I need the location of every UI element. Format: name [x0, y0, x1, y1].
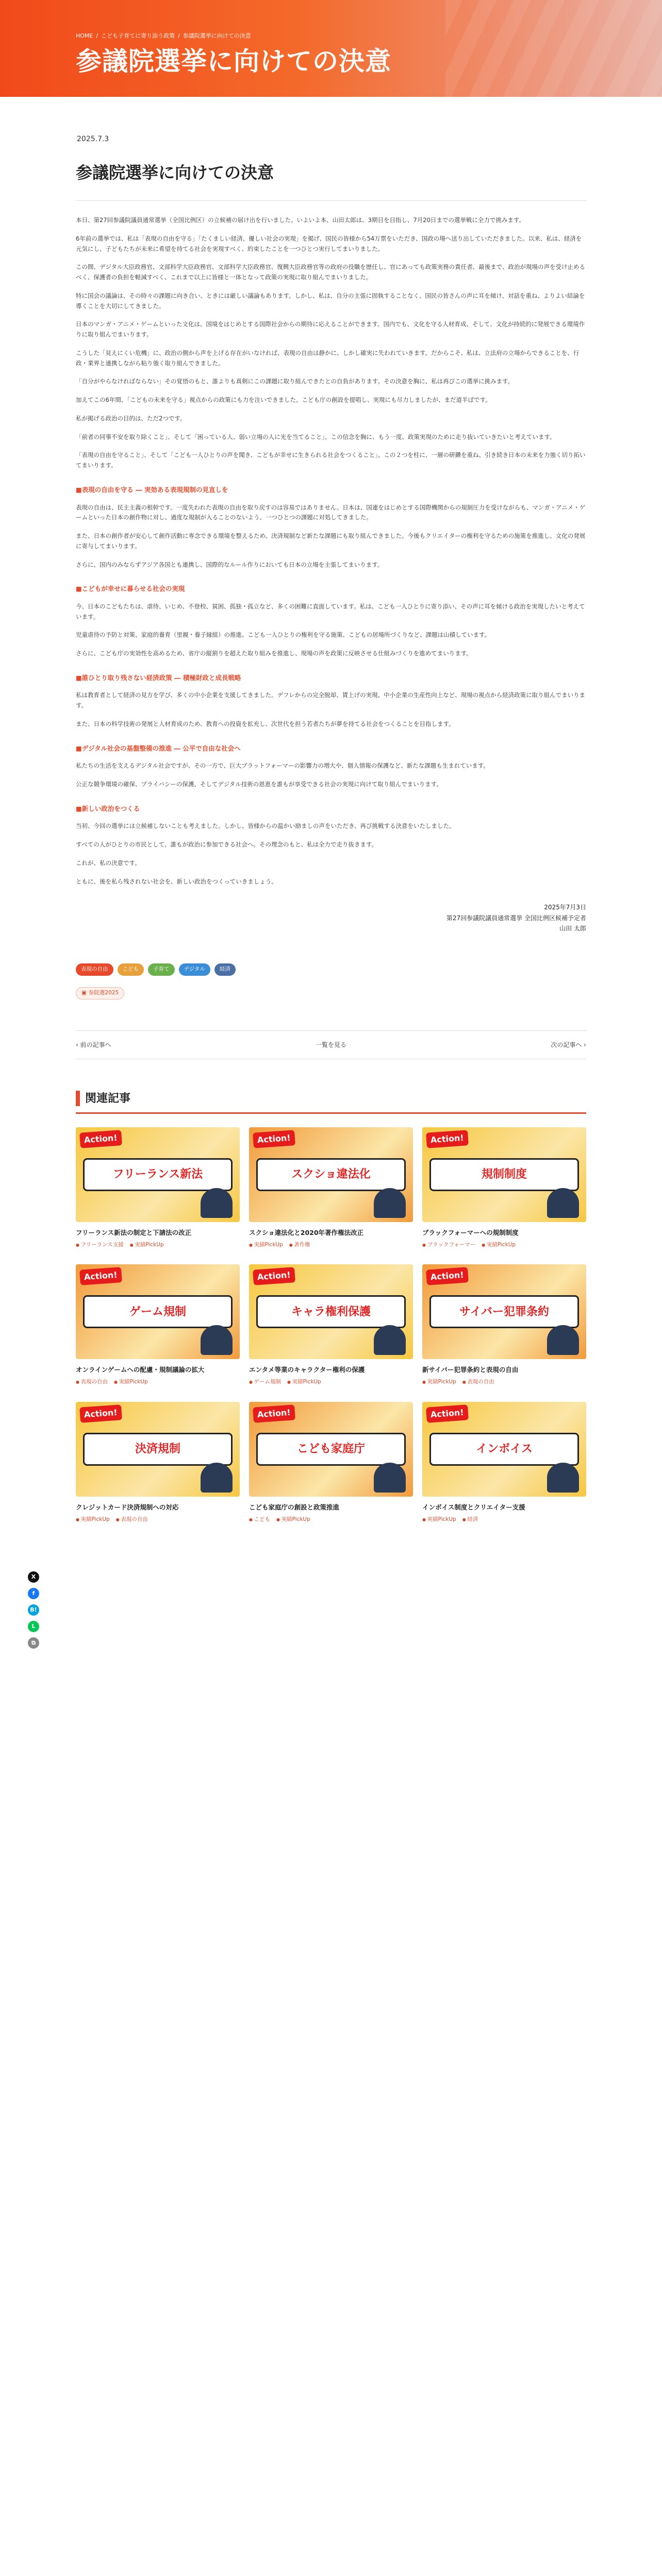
card-categories [76, 1516, 240, 1524]
thumbnail-headline: フリーランス新法 [83, 1158, 233, 1191]
card-thumbnail[interactable] [422, 1264, 586, 1359]
signature-name: 山田 太郎 [559, 925, 586, 933]
card-title[interactable]: オンラインゲームへの配慮・規制議論の拡大 [76, 1366, 205, 1374]
article-paragraph: こうした「見えにくい危機」に、政治の側から声を上げる存在がいなければ、表現の自由は静かに、しかし確実に失われていきます。だからこそ、私は、立法府の立場からできることを、行政・業界と連携しながら粘り強く取り組んできました。 [76, 349, 580, 367]
card-thumbnail[interactable] [76, 1402, 240, 1497]
card-category[interactable]: ● 実績PickUp [276, 1516, 310, 1524]
main-content [76, 97, 586, 1544]
breadcrumb-separator: / [96, 32, 98, 39]
card-category[interactable]: ● 実績PickUp [482, 1241, 516, 1249]
related-card[interactable] [249, 1402, 413, 1524]
thumbnail-headline: ゲーム規制 [83, 1295, 233, 1328]
article-paragraph: 「表現の自由を守ること」、そして「こども一人ひとりの声を聞き、こどもが幸せに生きられる社会をつくること」。この２つを柱に、一層の研鑽を重ね、引き続き日本の未来を力強く切り拓いてまいります。 [76, 451, 586, 469]
page-header [0, 0, 662, 97]
share-icon[interactable]: f [28, 1588, 39, 1599]
card-category[interactable]: ● 表現の自由 [462, 1378, 494, 1386]
related-card[interactable] [249, 1127, 413, 1249]
share-icon[interactable]: ⧉ [28, 1637, 39, 1649]
header-title: 参議院選挙に向けての決意 [76, 46, 391, 76]
article-paragraph: 「前者の同事不安を取り除くこと」、そして「困っている人、弱い立場の人に光を当てること」。この信念を胸に、もう一度、政策実現のために走り抜いていきたいと考えています。 [76, 433, 556, 440]
card-title[interactable]: こども家庭庁の創設と政策推進 [249, 1503, 340, 1511]
signature-date: 2025年7月3日 [544, 904, 586, 911]
portrait-image [374, 1463, 406, 1493]
article-paragraph: さらに、こども庁の実効性を高めるため、省庁の縦割りを超えた取り組みを推進し、現場の声を政策に反映させる仕組みづくりを進めてまいります。 [76, 650, 472, 657]
card-category[interactable]: ● 著作権 [289, 1241, 310, 1249]
signature [76, 902, 586, 934]
card-category[interactable]: ● こども [249, 1516, 270, 1524]
card-title[interactable]: フリーランス新法の制定と下請法の改正 [76, 1228, 192, 1236]
action-badge: Action! [79, 1130, 122, 1148]
article-paragraph: 「自分がやらなければならない」その覚悟のもと、誰よりも真剣にこの課題に取り組んできたとの自負があります。その決意を胸に、私は再びこの選挙に挑みます。 [76, 378, 514, 385]
card-thumbnail[interactable] [249, 1264, 413, 1359]
article-paragraph: すべての人がひとりの市民として、誰もが政治に参加できる社会へ。その理念のもと、私は全力で走り抜きます。 [76, 841, 378, 848]
portrait-image [201, 1188, 233, 1218]
card-category[interactable]: ● 実績PickUp [114, 1378, 148, 1386]
card-categories [249, 1516, 413, 1524]
card-thumbnail[interactable] [249, 1402, 413, 1497]
card-category[interactable]: ● 実績PickUp [287, 1378, 321, 1386]
card-title[interactable]: エンタメ等業のキャラクター権利の保護 [249, 1366, 365, 1374]
action-badge: Action! [253, 1267, 295, 1286]
signature-affiliation: 第27回参議院議員通常選挙 全国比例区候補予定者 [446, 914, 586, 922]
related-card[interactable] [422, 1127, 586, 1249]
article-paragraph: 当初、今回の選挙には立候補しないことも考えました。しかし、皆様からの温かい励ましの声をいただき、再び挑戦する決意をいたしました。 [76, 822, 455, 830]
thumbnail-headline: サイバー犯罪条約 [429, 1295, 579, 1328]
article-paragraph: 私たちの生活を支えるデジタル社会ですが、その一方で、巨大プラットフォーマーの影響力の増大や、個人情報の保護など、新たな課題も生まれています。 [76, 762, 489, 770]
article-paragraph: 日本のマンガ・アニメ・ゲームといった文化は、国境をはじめとする国際社会からの期待に応えることができます。国内でも、文化を守る人材育成、そして、文化が持続的に発展できる環境作りに取り組んでまいります。 [76, 320, 585, 338]
article-paragraph: 特に国会の議論は、その時々の課題に向き合い、ときには厳しい議論もあります。しかし、私は、自分の主張に固執することなく、国民の皆さんの声に耳を傾け、対話を重ね、よりよい結論を導くことを大切にしてきました。 [76, 292, 585, 310]
thumbnail-headline: インボイス [429, 1433, 579, 1466]
card-thumbnail[interactable] [422, 1127, 586, 1222]
article-paragraph: 加えてこの6年間、「こどもの未来を守る」視点からの政策にも力を注いできました。こども庁の創設を提唱し、実現にも尽力しましたが、まだ道半ばです。 [76, 396, 491, 404]
card-category[interactable]: ● フリーランス支援 [76, 1241, 124, 1249]
article-paragraph: 6年前の選挙では、私は「表現の自由を守る」「たくましい経済、優しい社会の実現」を掲げ、国民の皆様から54万票をいただき、国政の場へ送り出していただきました。以来、私は、経済を元気にし、子どもたちが未来に希望を持てる社会を実現すべく、約束したことを一つひとつ実行してまいりました。 [76, 234, 582, 252]
related-card[interactable] [249, 1264, 413, 1386]
tag-item[interactable]: 子育て [148, 963, 175, 976]
card-title[interactable]: インボイス制度とクリエイター支援 [422, 1503, 525, 1511]
card-category[interactable]: ● 実績PickUp [76, 1516, 110, 1524]
related-card[interactable] [76, 1402, 240, 1524]
card-category[interactable]: ● 実績PickUp [422, 1516, 456, 1524]
thumbnail-headline: 規制制度 [429, 1158, 579, 1191]
article-paragraph: また、日本の科学技術の発展と人材育成のため、教育への投資を拡充し、次世代を担う若者たちが夢を持てる社会をつくることを目指します。 [76, 720, 455, 727]
card-thumbnail[interactable] [76, 1127, 240, 1222]
article-body [76, 215, 586, 887]
related-heading-label: 関連記事 [85, 1092, 131, 1105]
share-icon[interactable]: B! [28, 1604, 39, 1616]
article-paragraph: 今、日本のこどもたちは、虐待、いじめ、不登校、貧困、孤独・孤立など、多くの困難に直面しています。私は、こども一人ひとりに寄り添い、その声に耳を傾ける政治を実現したいと考えています。 [76, 602, 585, 620]
related-card[interactable] [76, 1127, 240, 1249]
article-paragraph: この間、デジタル大臣政務官、文部科学大臣政務官、文部科学大臣政務官、復興大臣政務官等の政府の役職を歴任し、官にあっても政策実務の責任者、最後まで、政治が現場の声を受け止めるべく、保護者の負担を軽減すべく、これまで以上に皆様と一体となって政策の実現に取り組んでまいりました。 [76, 263, 585, 281]
breadcrumb [76, 32, 251, 41]
related-heading [76, 1090, 586, 1114]
card-categories [76, 1241, 240, 1249]
post-pager [76, 1030, 586, 1059]
card-thumbnail[interactable] [76, 1264, 240, 1359]
tag-item[interactable]: 経済 [214, 963, 236, 976]
card-category[interactable]: ● 実績PickUp [249, 1241, 283, 1249]
tag-item[interactable]: 表現の自由 [76, 963, 113, 976]
prev-post-link[interactable]: ‹ 前の記事へ [76, 1041, 111, 1048]
card-title[interactable]: 新サイバー犯罪条約と表現の自由 [422, 1366, 519, 1374]
article-paragraph: これが、私の決意です。 [76, 859, 141, 867]
related-posts [76, 1090, 586, 1524]
action-badge: Action! [253, 1130, 295, 1148]
card-thumbnail[interactable] [422, 1402, 586, 1497]
related-card[interactable] [76, 1264, 240, 1386]
action-badge: Action! [253, 1404, 295, 1423]
card-categories [76, 1378, 240, 1386]
post-title: 参議院選挙に向けての決意 [76, 163, 274, 182]
heading-accent [76, 1091, 80, 1106]
section-heading: ■こどもが幸せに暮らせる社会の実現 [76, 585, 185, 593]
card-title[interactable]: ブラックフォーマーへの規制制度 [422, 1228, 519, 1236]
thumbnail-headline: キャラ権利保護 [256, 1295, 406, 1328]
card-categories [422, 1241, 586, 1249]
card-category[interactable]: ● ゲーム規制 [249, 1378, 281, 1386]
breadcrumb-separator: / [178, 32, 180, 39]
article-paragraph: ともに、後を私ら残されない社会を、新しい政治をつくっていきましょう。 [76, 877, 277, 885]
portrait-image [374, 1325, 406, 1355]
portrait-image [547, 1463, 579, 1493]
article-paragraph: また、日本の創作者が安心して創作活動に専念できる環境を整えるため、決済規制など新たな課題にも取り組んできました。今後もクリエイターの権利を守るための施策を推進し、文化の発展に寄与してまいります。 [76, 532, 586, 550]
related-card[interactable] [422, 1402, 586, 1524]
post-date: 2025.7.3 [77, 135, 109, 143]
section-heading: ■デジタル社会の基盤整備の推進 ― 公平で自由な社会へ [76, 744, 241, 752]
card-category[interactable]: ● 実績PickUp [422, 1378, 456, 1386]
post-list-link[interactable]: 一覧を見る [315, 1041, 346, 1048]
related-card[interactable] [422, 1264, 586, 1386]
share-icon[interactable]: L [28, 1621, 39, 1632]
tag-item[interactable]: こども [118, 963, 144, 976]
card-thumbnail[interactable] [249, 1127, 413, 1222]
article-paragraph: 児童虐待の予防と対策、家庭的養育（里親・養子縁組）の推進、こども一人ひとりの権利を守る施策、こどもの居場所づくりなど、課題は山積しています。 [76, 631, 491, 639]
action-badge: Action! [426, 1267, 469, 1286]
folder-icon: ▣ [81, 990, 87, 996]
share-icon[interactable]: X [28, 1571, 39, 1583]
portrait-image [201, 1325, 233, 1355]
card-categories [249, 1378, 413, 1386]
portrait-image [547, 1188, 579, 1218]
section-heading: ■新しい政治をつくる [76, 804, 140, 812]
card-categories [422, 1378, 586, 1386]
next-post-link[interactable]: 次の記事へ › [551, 1041, 586, 1048]
action-badge: Action! [426, 1404, 469, 1423]
related-grid [76, 1127, 586, 1524]
portrait-image [374, 1188, 406, 1218]
breadcrumb-current: 参議院選挙に向けての決意 [183, 32, 251, 39]
thumbnail-headline: スクショ違法化 [256, 1158, 406, 1191]
breadcrumb-category[interactable]: こども子育てに寄り添う政策 [101, 32, 175, 39]
article-paragraph: さらに、国内のみならずアジア各国とも連携し、国際的なルール作りにおいても日本の立場を主張してまいります。 [76, 561, 384, 568]
portrait-image [201, 1463, 233, 1493]
action-badge: Action! [79, 1267, 122, 1286]
card-title[interactable]: スクショ違法化と2020年著作権法改正 [249, 1228, 364, 1236]
action-badge: Action! [426, 1130, 469, 1148]
article-paragraph: 公正な競争環境の確保、プライバシーの保護、そしてデジタル技術の恩恵を誰もが享受できる社会の実現に向けて取り組んでまいります。 [76, 780, 442, 788]
card-category[interactable]: ● 表現の自由 [116, 1516, 148, 1524]
card-category[interactable]: ● 経済 [462, 1516, 478, 1524]
article-paragraph: 表現の自由は、民主主義の根幹です。一度失われた表現の自由を取り戻すのは容易ではありません。日本は、国連をはじめとする国際機関からの規制圧力を受けながらも、マンガ・アニメ・ゲームといった日本の創作物に対し、過度な規制が入ることのないよう、一つひとつの課題に対処してきました。 [76, 503, 586, 521]
tag-item[interactable]: デジタル [179, 963, 210, 976]
portrait-image [547, 1325, 579, 1355]
breadcrumb-home[interactable]: HOME [76, 32, 93, 39]
thumbnail-headline: 決済規制 [83, 1433, 233, 1466]
divider [76, 200, 586, 201]
category-badge[interactable] [76, 987, 124, 999]
card-category[interactable]: ● ブラックフォーマー [422, 1241, 475, 1249]
thumbnail-headline: こども家庭庁 [256, 1433, 406, 1466]
header-decoration [445, 0, 662, 97]
card-categories [249, 1241, 413, 1249]
card-title[interactable]: クレジットカード決済規制への対応 [76, 1503, 179, 1511]
card-category[interactable]: ● 表現の自由 [76, 1378, 108, 1386]
card-categories [422, 1516, 586, 1524]
category-label: 参院選2025 [88, 990, 119, 996]
article-paragraph: 本日、第27回参議院議員通常選挙（全国比例区）の立候補の届け出を行いました。いよいよ本、山田太郎は、3期目を目指し、7月20日までの選挙戦に全力で挑みます。 [76, 216, 525, 224]
tag-list [76, 963, 586, 976]
section-heading: ■誰ひとり取り残さない経済政策 ― 積極財政と成長戦略 [76, 673, 241, 682]
article-paragraph: 私が掲げる政治の目的は、ただ2つです。 [76, 414, 186, 422]
action-badge: Action! [79, 1404, 122, 1423]
article-paragraph: 私は教育者として経済の見方を学び、多くの中小企業を支援してきました。デフレからの完全脱却、賃上げの実現、中小企業の生産性向上など、現場の視点から経済政策に取り組んでまいります。 [76, 691, 586, 709]
card-category[interactable]: ● 実績PickUp [130, 1241, 164, 1249]
section-heading: ■表現の自由を守る ― 実効ある表現規制の見直しを [76, 486, 228, 494]
share-bar [28, 1571, 39, 1649]
